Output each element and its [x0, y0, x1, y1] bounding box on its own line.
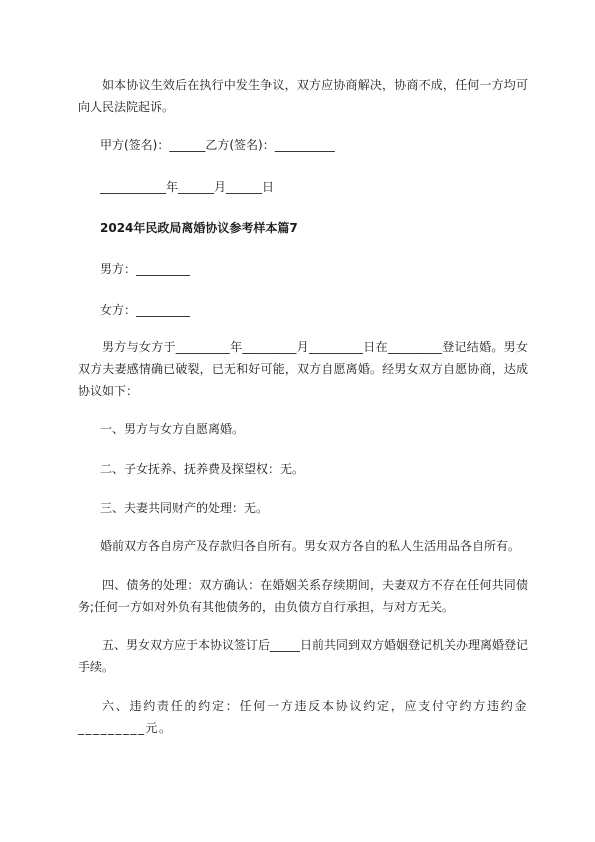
clause-2: 二、子女抚养、抚养费及探望权：无。	[100, 462, 305, 476]
dispute-clause-paragraph: 如本协议生效后在执行中发生争议，双方应协商解决，协商不成，任何一方均可向人民法院起诉。	[78, 78, 528, 114]
section-heading: 2024年民政局离婚协议参考样本篇7	[100, 221, 298, 235]
premarital-property-paragraph: 婚前双方各自房产及存款归各自所有。男女双方各自的私人生活用品各自所有。	[100, 539, 521, 553]
female-party-field: 女方：_________	[100, 303, 191, 317]
male-party-field: 男方：_________	[100, 262, 191, 276]
marriage-registration-paragraph: 男方与女方于_________年_________月_________日在_________登记结婚。男女双方夫妻感情确已破裂，已无和好可能，双方自愿离婚。经男女双方自愿协商，达成协议如下：	[78, 340, 528, 398]
clause-4-debts: 四、债务的处理：双方确认：在婚姻关系存续期间，夫妻双方不存在任何共同债务;任何一方如对外负有其他债务的，由负债方自行承担，与对方无关。	[78, 578, 528, 614]
signature-line: 甲方(签名)：______乙方(签名)：__________	[100, 138, 335, 152]
clause-6-breach: 六、违约责任的约定：任何一方违反本协议约定，应支付守约方违约金_________元。	[78, 699, 528, 735]
clause-3: 三、夫妻共同财产的处理：无。	[100, 501, 269, 515]
clause-5-registration: 五、男女双方应于本协议签订后_____日前共同到双方婚姻登记机关办理离婚登记手续。	[78, 638, 529, 674]
clause-1: 一、男方与女方自愿离婚。	[100, 422, 245, 436]
date-line: ___________年______月______日	[100, 180, 275, 194]
